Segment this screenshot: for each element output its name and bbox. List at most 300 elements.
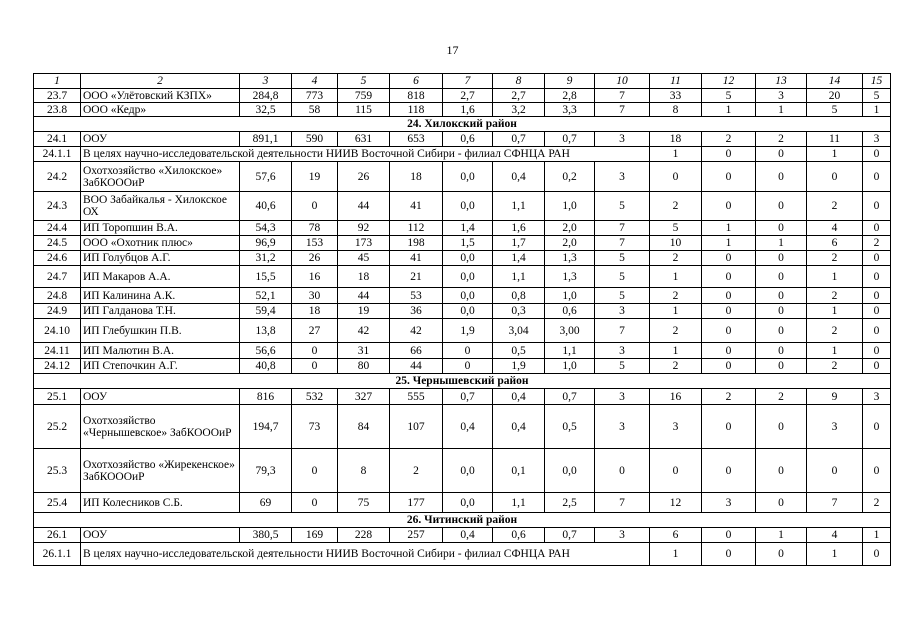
table-cell: 0 bbox=[756, 251, 807, 266]
table-cell: 0 bbox=[807, 162, 863, 192]
table-cell: 1 bbox=[650, 343, 702, 359]
table-cell: 6 bbox=[807, 236, 863, 251]
table-cell: 32,5 bbox=[240, 103, 292, 117]
table-cell: 0 bbox=[863, 288, 891, 304]
table-cell: 2,7 bbox=[443, 89, 493, 103]
table-row bbox=[34, 236, 891, 251]
table-cell: 56,6 bbox=[240, 343, 292, 359]
row-number-cell: 24.4 bbox=[34, 221, 81, 236]
table-cell: 0,7 bbox=[493, 132, 545, 147]
table-row bbox=[34, 147, 891, 162]
table-cell: 0,7 bbox=[545, 389, 595, 405]
table-cell: 2 bbox=[807, 192, 863, 221]
table-row bbox=[34, 251, 891, 266]
hunting-user-name-cell: Охотхозяйство «Жирекенское» ЗабКОООиР bbox=[81, 449, 240, 493]
table-cell: 1 bbox=[650, 543, 702, 566]
table-cell: 0 bbox=[702, 319, 756, 343]
section-header-row bbox=[34, 374, 891, 389]
table-cell: 173 bbox=[338, 236, 390, 251]
table-cell: 5 bbox=[863, 89, 891, 103]
table-cell: 2 bbox=[650, 192, 702, 221]
header-cell: 12 bbox=[702, 74, 756, 89]
header-cell: 15 bbox=[863, 74, 891, 89]
table-cell: 7 bbox=[595, 103, 650, 117]
table-cell: 20 bbox=[807, 89, 863, 103]
table-cell: 18 bbox=[338, 266, 390, 288]
table-cell: 2 bbox=[650, 288, 702, 304]
table-cell: 40,6 bbox=[240, 192, 292, 221]
table-cell: 78 bbox=[292, 221, 338, 236]
table-cell: 0 bbox=[756, 405, 807, 449]
table-cell: 1 bbox=[807, 343, 863, 359]
table-cell: 0,0 bbox=[443, 251, 493, 266]
header-cell: 11 bbox=[650, 74, 702, 89]
table-cell: 0 bbox=[863, 449, 891, 493]
data-table bbox=[33, 73, 891, 566]
table-cell: 4 bbox=[807, 528, 863, 543]
header-cell: 8 bbox=[493, 74, 545, 89]
table-cell: 0 bbox=[443, 359, 493, 374]
table-cell: 631 bbox=[338, 132, 390, 147]
row-number-cell: 24.5 bbox=[34, 236, 81, 251]
table-cell: 0 bbox=[756, 221, 807, 236]
table-cell: 112 bbox=[390, 221, 443, 236]
hunting-user-name-cell: ООО «Улётовский КЗПХ» bbox=[81, 89, 240, 103]
table-cell: 1,1 bbox=[493, 266, 545, 288]
hunting-user-name-cell: ИП Калинина А.К. bbox=[81, 288, 240, 304]
table-cell: 0 bbox=[756, 288, 807, 304]
header-cell: 10 bbox=[595, 74, 650, 89]
table-cell: 21 bbox=[390, 266, 443, 288]
table-cell: 45 bbox=[338, 251, 390, 266]
table-cell: 0 bbox=[702, 405, 756, 449]
table-cell: 0 bbox=[292, 449, 338, 493]
table-cell: 0,7 bbox=[545, 132, 595, 147]
table-cell: 0,0 bbox=[443, 304, 493, 319]
table-cell: 58 bbox=[292, 103, 338, 117]
table-cell: 0 bbox=[863, 405, 891, 449]
header-cell: 9 bbox=[545, 74, 595, 89]
table-cell: 73 bbox=[292, 405, 338, 449]
table-cell: 0 bbox=[756, 266, 807, 288]
section-header-row bbox=[34, 117, 891, 132]
table-row bbox=[34, 389, 891, 405]
table-cell: 13,8 bbox=[240, 319, 292, 343]
table-cell: 1 bbox=[807, 543, 863, 566]
table-cell: 3 bbox=[650, 405, 702, 449]
table-cell: 2 bbox=[756, 132, 807, 147]
table-cell: 0,4 bbox=[493, 162, 545, 192]
table-cell: 0 bbox=[807, 449, 863, 493]
table-cell: 532 bbox=[292, 389, 338, 405]
table-cell: 2 bbox=[807, 359, 863, 374]
table-cell: 2,7 bbox=[493, 89, 545, 103]
table-cell: 3 bbox=[863, 389, 891, 405]
table-cell: 57,6 bbox=[240, 162, 292, 192]
header-cell: 3 bbox=[240, 74, 292, 89]
hunting-user-name-cell: ИП Макаров А.А. bbox=[81, 266, 240, 288]
section-title: 24. Хилокский район bbox=[34, 117, 891, 132]
table-cell: 2 bbox=[863, 493, 891, 513]
row-number-cell: 26.1.1 bbox=[34, 543, 81, 566]
table-row bbox=[34, 319, 891, 343]
table-cell: 0 bbox=[702, 449, 756, 493]
row-number-cell: 24.1 bbox=[34, 132, 81, 147]
table-cell: 0 bbox=[863, 304, 891, 319]
table-cell: 0 bbox=[863, 192, 891, 221]
table-cell: 1,6 bbox=[443, 103, 493, 117]
table-cell: 0,4 bbox=[443, 528, 493, 543]
row-number-cell: 24.11 bbox=[34, 343, 81, 359]
table-cell: 18 bbox=[650, 132, 702, 147]
table-cell: 1 bbox=[650, 147, 702, 162]
table-cell: 31,2 bbox=[240, 251, 292, 266]
table-cell: 0,5 bbox=[493, 343, 545, 359]
table-cell: 3,2 bbox=[493, 103, 545, 117]
table-cell: 54,3 bbox=[240, 221, 292, 236]
row-number-cell: 24.8 bbox=[34, 288, 81, 304]
table-cell: 257 bbox=[390, 528, 443, 543]
table-cell: 327 bbox=[338, 389, 390, 405]
table-cell: 3 bbox=[807, 405, 863, 449]
table-cell: 52,1 bbox=[240, 288, 292, 304]
table-cell: 11 bbox=[807, 132, 863, 147]
table-cell: 0 bbox=[292, 343, 338, 359]
table-cell: 0 bbox=[702, 251, 756, 266]
table-cell: 1 bbox=[756, 528, 807, 543]
section-title: 26. Читинский район bbox=[34, 513, 891, 528]
table-cell: 0 bbox=[863, 543, 891, 566]
table-cell: 0 bbox=[863, 266, 891, 288]
table-cell: 1 bbox=[807, 304, 863, 319]
table-row bbox=[34, 405, 891, 449]
table-cell: 5 bbox=[807, 103, 863, 117]
table-cell: 0,6 bbox=[443, 132, 493, 147]
table-row bbox=[34, 132, 891, 147]
table-cell: 0 bbox=[756, 493, 807, 513]
table-cell: 42 bbox=[390, 319, 443, 343]
table-cell: 42 bbox=[338, 319, 390, 343]
table-cell: 84 bbox=[338, 405, 390, 449]
hunting-user-name-cell: ИП Колесников С.Б. bbox=[81, 493, 240, 513]
table-row bbox=[34, 266, 891, 288]
hunting-user-name-cell: ИП Малютин В.А. bbox=[81, 343, 240, 359]
table-cell: 18 bbox=[390, 162, 443, 192]
table-cell: 1 bbox=[863, 103, 891, 117]
table-cell: 1,7 bbox=[493, 236, 545, 251]
table-cell: 2 bbox=[390, 449, 443, 493]
table-cell: 0,7 bbox=[545, 528, 595, 543]
table-cell: 1 bbox=[702, 236, 756, 251]
table-cell: 33 bbox=[650, 89, 702, 103]
table-cell: 0,4 bbox=[443, 405, 493, 449]
table-cell: 0 bbox=[650, 449, 702, 493]
table-cell: 1 bbox=[807, 266, 863, 288]
table-cell: 1,4 bbox=[493, 251, 545, 266]
table-cell: 4 bbox=[807, 221, 863, 236]
table-cell: 3 bbox=[595, 343, 650, 359]
table-cell: 0 bbox=[702, 304, 756, 319]
table-cell: 0 bbox=[863, 162, 891, 192]
table-cell: 1 bbox=[702, 221, 756, 236]
table-cell: 3 bbox=[595, 389, 650, 405]
row-number-cell: 23.8 bbox=[34, 103, 81, 117]
table-cell: 0,6 bbox=[493, 528, 545, 543]
table-cell: 1 bbox=[650, 266, 702, 288]
row-number-cell: 25.2 bbox=[34, 405, 81, 449]
table-cell: 0 bbox=[863, 343, 891, 359]
hunting-user-name-cell: ВОО Забайкалья - Хилокское ОХ bbox=[81, 192, 240, 221]
table-cell: 1 bbox=[863, 528, 891, 543]
table-cell: 0,6 bbox=[545, 304, 595, 319]
table-cell: 0,0 bbox=[545, 449, 595, 493]
table-cell: 0 bbox=[863, 221, 891, 236]
table-cell: 1,9 bbox=[493, 359, 545, 374]
header-cell: 7 bbox=[443, 74, 493, 89]
table-cell: 69 bbox=[240, 493, 292, 513]
table-cell: 891,1 bbox=[240, 132, 292, 147]
table-row bbox=[34, 221, 891, 236]
table-cell: 0 bbox=[702, 343, 756, 359]
table-cell: 380,5 bbox=[240, 528, 292, 543]
table-cell: 1,0 bbox=[545, 192, 595, 221]
table-cell: 3 bbox=[756, 89, 807, 103]
table-cell: 2 bbox=[650, 251, 702, 266]
table-cell: 1,0 bbox=[545, 359, 595, 374]
row-number-cell: 24.7 bbox=[34, 266, 81, 288]
row-number-cell: 24.3 bbox=[34, 192, 81, 221]
table-cell: 194,7 bbox=[240, 405, 292, 449]
hunting-user-name-cell: Охотхозяйство «Чернышевское» ЗабКОООиР bbox=[81, 405, 240, 449]
table-cell: 44 bbox=[338, 192, 390, 221]
row-number-cell: 24.6 bbox=[34, 251, 81, 266]
hunting-user-name-cell: ИП Голубцов А.Г. bbox=[81, 251, 240, 266]
table-cell: 0 bbox=[292, 359, 338, 374]
header-cell: 1 bbox=[34, 74, 81, 89]
table-cell: 118 bbox=[390, 103, 443, 117]
table-cell: 0 bbox=[756, 319, 807, 343]
page-number: 17 bbox=[446, 43, 459, 57]
table-cell: 0 bbox=[292, 192, 338, 221]
table-cell: 0,4 bbox=[493, 405, 545, 449]
table-cell: 1,1 bbox=[493, 493, 545, 513]
table-cell: 1 bbox=[756, 103, 807, 117]
table-cell: 3 bbox=[595, 405, 650, 449]
purpose-note-cell: В целях научно-исследовательской деятельности НИИВ Восточной Сибири - филиал СФНЦА РАН bbox=[81, 543, 650, 566]
table-cell: 0,1 bbox=[493, 449, 545, 493]
row-number-cell: 24.2 bbox=[34, 162, 81, 192]
table-cell: 1,5 bbox=[443, 236, 493, 251]
table-cell: 2 bbox=[807, 288, 863, 304]
table-cell: 0 bbox=[863, 251, 891, 266]
header-cell: 5 bbox=[338, 74, 390, 89]
table-cell: 0 bbox=[595, 449, 650, 493]
row-number-cell: 26.1 bbox=[34, 528, 81, 543]
table-cell: 3,04 bbox=[493, 319, 545, 343]
table-cell: 3,3 bbox=[545, 103, 595, 117]
table-cell: 2 bbox=[807, 319, 863, 343]
hunting-user-name-cell: ООО «Охотник плюс» bbox=[81, 236, 240, 251]
table-cell: 8 bbox=[338, 449, 390, 493]
table-cell: 7 bbox=[595, 89, 650, 103]
header-cell: 4 bbox=[292, 74, 338, 89]
table-cell: 8 bbox=[650, 103, 702, 117]
table-cell: 30 bbox=[292, 288, 338, 304]
table-cell: 1,6 bbox=[493, 221, 545, 236]
table-cell: 44 bbox=[390, 359, 443, 374]
header-cell: 6 bbox=[390, 74, 443, 89]
table-cell: 19 bbox=[292, 162, 338, 192]
table-cell: 0 bbox=[756, 343, 807, 359]
table-row bbox=[34, 304, 891, 319]
table-cell: 96,9 bbox=[240, 236, 292, 251]
table-cell: 153 bbox=[292, 236, 338, 251]
section-header-row bbox=[34, 513, 891, 528]
table-cell: 198 bbox=[390, 236, 443, 251]
table-cell: 284,8 bbox=[240, 89, 292, 103]
table-cell: 0 bbox=[863, 319, 891, 343]
table-cell: 0,0 bbox=[443, 192, 493, 221]
table-cell: 1 bbox=[702, 103, 756, 117]
table-cell: 1,1 bbox=[545, 343, 595, 359]
table-cell: 0 bbox=[702, 543, 756, 566]
table-cell: 0 bbox=[702, 528, 756, 543]
table-cell: 3 bbox=[595, 162, 650, 192]
table-cell: 0,0 bbox=[443, 449, 493, 493]
table-cell: 0,8 bbox=[493, 288, 545, 304]
table-cell: 816 bbox=[240, 389, 292, 405]
table-cell: 0 bbox=[702, 359, 756, 374]
table-cell: 653 bbox=[390, 132, 443, 147]
table-cell: 0 bbox=[863, 147, 891, 162]
table-cell: 7 bbox=[595, 319, 650, 343]
table-cell: 0 bbox=[863, 359, 891, 374]
table-row bbox=[34, 543, 891, 566]
table-cell: 53 bbox=[390, 288, 443, 304]
table-cell: 0 bbox=[756, 162, 807, 192]
table-cell: 5 bbox=[650, 221, 702, 236]
table-cell: 5 bbox=[595, 192, 650, 221]
table-cell: 59,4 bbox=[240, 304, 292, 319]
table-cell: 5 bbox=[595, 359, 650, 374]
row-number-cell: 24.12 bbox=[34, 359, 81, 374]
hunting-user-name-cell: Охотхозяйство «Хилокское» ЗабКОООиР bbox=[81, 162, 240, 192]
table-cell: 12 bbox=[650, 493, 702, 513]
table-cell: 0 bbox=[702, 288, 756, 304]
table-cell: 1 bbox=[807, 147, 863, 162]
table-cell: 0,3 bbox=[493, 304, 545, 319]
table-cell: 7 bbox=[595, 236, 650, 251]
table-cell: 92 bbox=[338, 221, 390, 236]
hunting-user-name-cell: ИП Торопшин В.А. bbox=[81, 221, 240, 236]
table-row bbox=[34, 162, 891, 192]
table-cell: 2,0 bbox=[545, 221, 595, 236]
table-cell: 18 bbox=[292, 304, 338, 319]
table-cell: 590 bbox=[292, 132, 338, 147]
table-cell: 16 bbox=[650, 389, 702, 405]
table-cell: 1,9 bbox=[443, 319, 493, 343]
table-cell: 0,0 bbox=[443, 493, 493, 513]
table-cell: 107 bbox=[390, 405, 443, 449]
table-cell: 7 bbox=[807, 493, 863, 513]
table-cell: 177 bbox=[390, 493, 443, 513]
table-cell: 3 bbox=[595, 132, 650, 147]
table-cell: 79,3 bbox=[240, 449, 292, 493]
table-row bbox=[34, 192, 891, 221]
table-cell: 1,1 bbox=[493, 192, 545, 221]
row-number-cell: 25.4 bbox=[34, 493, 81, 513]
row-number-cell: 24.1.1 bbox=[34, 147, 81, 162]
table-cell: 2 bbox=[702, 132, 756, 147]
table-cell: 5 bbox=[595, 266, 650, 288]
table-cell: 0 bbox=[756, 449, 807, 493]
table-cell: 1,4 bbox=[443, 221, 493, 236]
table-cell: 3 bbox=[702, 493, 756, 513]
table-cell: 0 bbox=[292, 493, 338, 513]
table-cell: 1 bbox=[756, 236, 807, 251]
hunting-user-name-cell: ООУ bbox=[81, 132, 240, 147]
table-cell: 19 bbox=[338, 304, 390, 319]
hunting-user-name-cell: ООУ bbox=[81, 528, 240, 543]
table-cell: 2 bbox=[702, 389, 756, 405]
table-cell: 0,0 bbox=[443, 266, 493, 288]
table-header-row bbox=[34, 74, 891, 89]
table-cell: 759 bbox=[338, 89, 390, 103]
table-cell: 3 bbox=[595, 528, 650, 543]
hunting-user-name-cell: ИП Галданова Т.Н. bbox=[81, 304, 240, 319]
table-cell: 40,8 bbox=[240, 359, 292, 374]
table-cell: 0 bbox=[650, 162, 702, 192]
table-cell: 0 bbox=[756, 147, 807, 162]
table-cell: 41 bbox=[390, 251, 443, 266]
table-cell: 2,5 bbox=[545, 493, 595, 513]
row-number-cell: 24.9 bbox=[34, 304, 81, 319]
table-cell: 818 bbox=[390, 89, 443, 103]
table-cell: 26 bbox=[338, 162, 390, 192]
header-cell: 13 bbox=[756, 74, 807, 89]
table-cell: 2 bbox=[807, 251, 863, 266]
table-cell: 10 bbox=[650, 236, 702, 251]
table-row bbox=[34, 359, 891, 374]
table-cell: 228 bbox=[338, 528, 390, 543]
table-cell: 0,4 bbox=[493, 389, 545, 405]
table-row bbox=[34, 288, 891, 304]
table-row bbox=[34, 89, 891, 103]
table-cell: 6 bbox=[650, 528, 702, 543]
table-row bbox=[34, 528, 891, 543]
table-cell: 5 bbox=[702, 89, 756, 103]
table-cell: 0 bbox=[756, 304, 807, 319]
table-cell: 41 bbox=[390, 192, 443, 221]
table-cell: 0 bbox=[756, 543, 807, 566]
table-cell: 1 bbox=[650, 304, 702, 319]
table-cell: 0 bbox=[443, 343, 493, 359]
table-cell: 5 bbox=[595, 288, 650, 304]
hunting-user-name-cell: ООО «Кедр» bbox=[81, 103, 240, 117]
table-row bbox=[34, 449, 891, 493]
table-cell: 27 bbox=[292, 319, 338, 343]
table-cell: 0,5 bbox=[545, 405, 595, 449]
header-cell: 14 bbox=[807, 74, 863, 89]
table-cell: 0 bbox=[702, 162, 756, 192]
table-cell: 2 bbox=[650, 359, 702, 374]
table-cell: 0 bbox=[702, 147, 756, 162]
table-cell: 2 bbox=[650, 319, 702, 343]
table-cell: 2 bbox=[756, 389, 807, 405]
table-cell: 0 bbox=[756, 359, 807, 374]
row-number-cell: 25.3 bbox=[34, 449, 81, 493]
table-cell: 3 bbox=[863, 132, 891, 147]
